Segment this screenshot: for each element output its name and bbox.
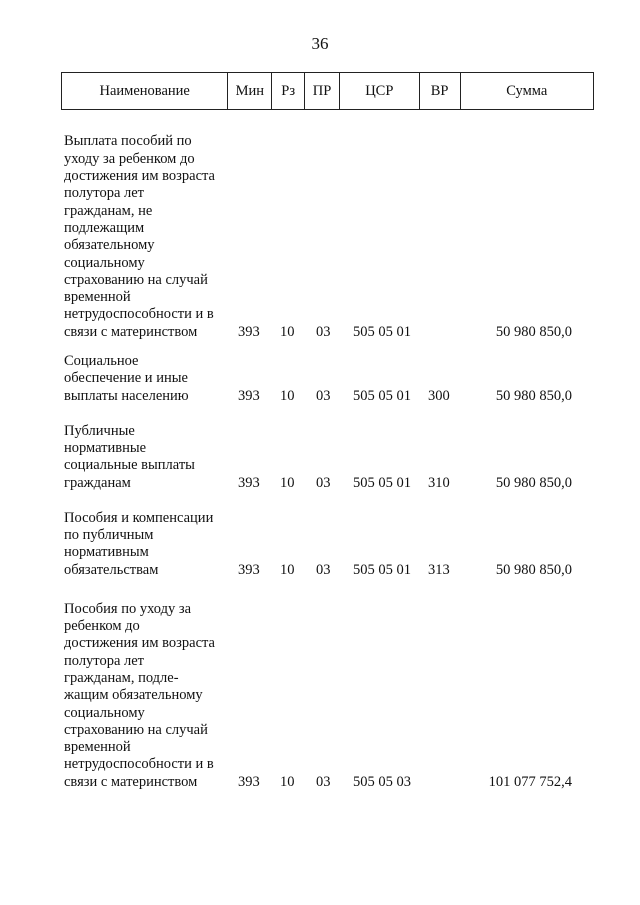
name-line: социальному — [64, 254, 145, 271]
row-name — [64, 133, 234, 341]
cell-rz: 10 — [280, 387, 295, 404]
cell-min: 393 — [238, 323, 260, 340]
name-line: гражданам — [64, 474, 131, 491]
table-row — [0, 507, 640, 579]
cell-rz: 10 — [280, 561, 295, 578]
header-min: Мин — [228, 73, 272, 109]
name-line: социальному — [64, 704, 145, 721]
name-line: временной — [64, 739, 131, 756]
cell-pr: 03 — [316, 387, 331, 404]
name-line: достижения им возраста — [64, 635, 215, 652]
cell-csr: 505 05 01 — [353, 387, 411, 404]
name-line: Пособия по уходу за — [64, 600, 192, 617]
name-line: Публичные — [64, 422, 135, 439]
cell-pr: 03 — [316, 773, 331, 790]
table-header — [61, 72, 594, 110]
name-line: достижения им возраста — [64, 168, 215, 185]
name-line: подлежащим — [64, 219, 145, 236]
cell-pr: 03 — [316, 323, 331, 340]
name-line: нормативным — [64, 544, 149, 561]
cell-min: 393 — [238, 387, 260, 404]
cell-csr: 505 05 01 — [353, 474, 411, 491]
cell-sum: 101 077 752,4 — [488, 773, 572, 790]
name-line: временной — [64, 289, 131, 306]
cell-vr: 300 — [428, 387, 450, 404]
name-line: нетрудоспособности и в — [64, 756, 214, 773]
cell-min: 393 — [238, 561, 260, 578]
cell-pr: 03 — [316, 474, 331, 491]
name-line: обеспечение и иные — [64, 370, 188, 387]
cell-sum: 50 980 850,0 — [495, 387, 572, 404]
name-line: Социальное — [64, 353, 139, 370]
name-line: Пособия и компенсации — [64, 509, 214, 526]
table-row — [0, 124, 640, 341]
header-csr: ЦСР — [340, 73, 420, 109]
name-line: Выплата пособий по — [64, 133, 192, 150]
cell-rz: 10 — [280, 323, 295, 340]
name-line: страхованию на случай — [64, 271, 208, 288]
name-line: жащим обязательному — [64, 687, 203, 704]
name-line: ребенком до — [64, 618, 140, 635]
row-name — [64, 353, 234, 405]
name-line: нетрудоспособности и в — [64, 306, 214, 323]
name-line: обязательствам — [64, 561, 159, 578]
cell-csr: 505 05 03 — [353, 773, 411, 790]
cell-sum: 50 980 850,0 — [495, 561, 572, 578]
name-line: по публичным — [64, 527, 154, 544]
name-line: полутора лет — [64, 185, 145, 202]
cell-sum: 50 980 850,0 — [495, 474, 572, 491]
header-vr: ВР — [420, 73, 461, 109]
name-line: связи с материнством — [64, 773, 198, 790]
cell-min: 393 — [238, 773, 260, 790]
cell-vr: 313 — [428, 561, 450, 578]
name-line: обязательному — [64, 237, 155, 254]
header-name: Наименование — [62, 73, 228, 109]
cell-rz: 10 — [280, 773, 295, 790]
name-line: уходу за ребенком до — [64, 150, 195, 167]
cell-sum: 50 980 850,0 — [495, 323, 572, 340]
name-line: выплаты населению — [64, 387, 189, 404]
header-rz: Рз — [272, 73, 305, 109]
row-name — [64, 601, 234, 791]
name-line: нормативные — [64, 440, 147, 457]
name-line: социальные выплаты — [64, 457, 195, 474]
cell-rz: 10 — [280, 474, 295, 491]
cell-csr: 505 05 01 — [353, 561, 411, 578]
name-line: гражданам, подле- — [64, 669, 179, 686]
name-line: гражданам, не — [64, 202, 153, 219]
page-number: 36 — [311, 34, 329, 53]
name-line: связи с материнством — [64, 323, 198, 340]
cell-csr: 505 05 01 — [353, 323, 411, 340]
row-name — [64, 510, 234, 579]
cell-min: 393 — [238, 474, 260, 491]
table-row — [0, 593, 640, 791]
name-line: страхованию на случай — [64, 721, 208, 738]
cell-pr: 03 — [316, 561, 331, 578]
cell-vr: 310 — [428, 474, 450, 491]
row-name — [64, 423, 234, 492]
name-line: полутора лет — [64, 652, 145, 669]
table-row — [0, 350, 640, 405]
header-sum: Сумма — [506, 82, 548, 99]
table-row — [0, 420, 640, 492]
header-pr: ПР — [305, 73, 340, 109]
